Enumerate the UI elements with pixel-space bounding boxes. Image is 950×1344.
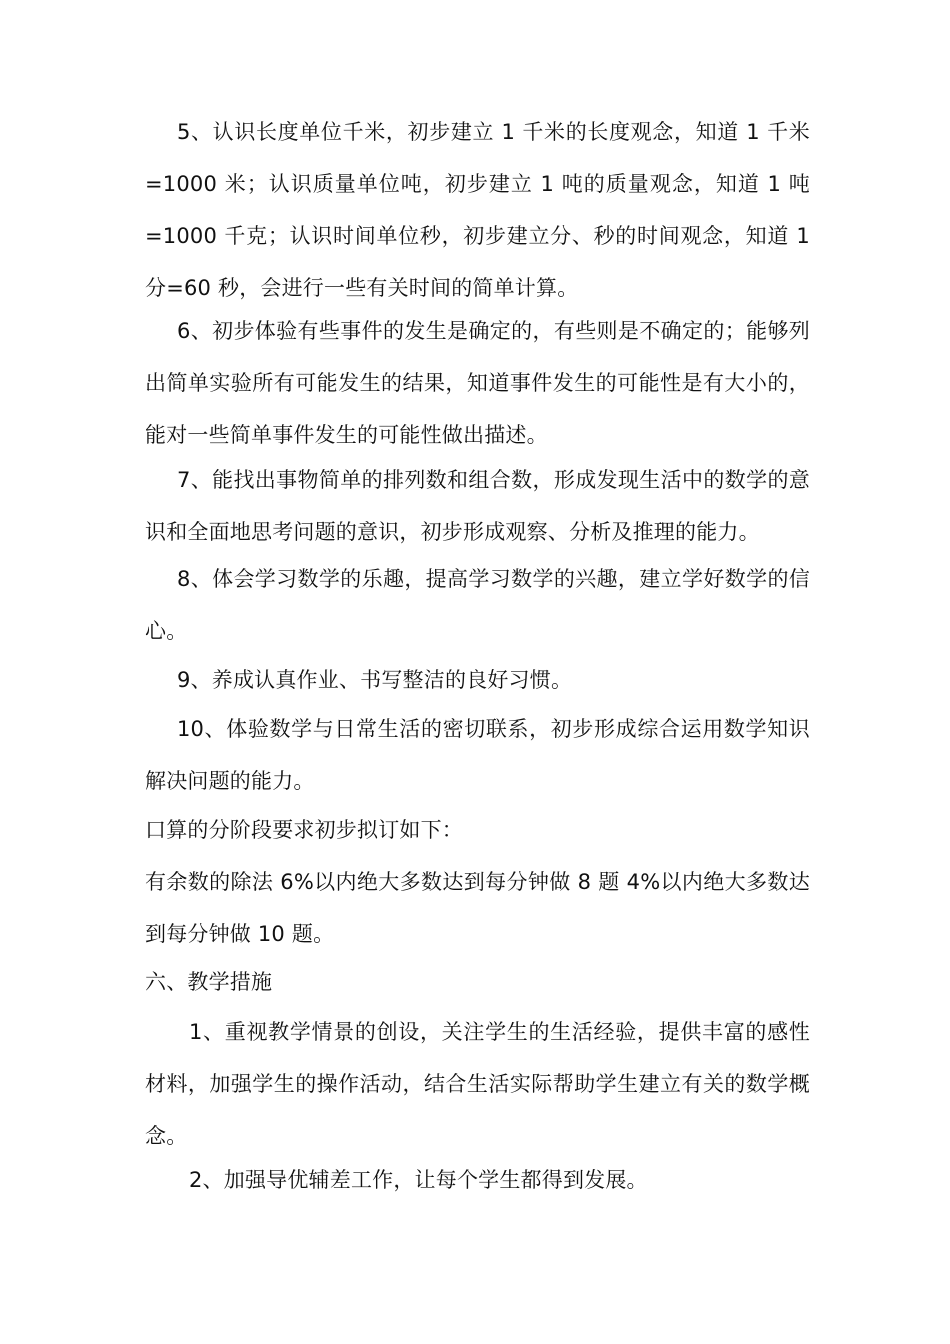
paragraph-item-7: 7、能找出事物简单的排列数和组合数，形成发现生活中的数学的意识和全面地思考问题的意识，初步形成观察、分析及推理的能力。 xyxy=(145,468,810,544)
division-requirement: 有余数的除法 6%以内绝大多数达到每分钟做 8 题 4%以内绝大多数达到每分钟做 10 题。 xyxy=(145,870,810,946)
measure-item-2: 2、加强导优辅差工作，让每个学生都得到发展。 xyxy=(189,1168,648,1192)
section-heading-teaching-measures: 六、教学措施 xyxy=(145,970,273,994)
paragraph-item-9: 9、养成认真作业、书写整洁的良好习惯。 xyxy=(177,668,573,692)
measure-item-1: 1、重视教学情景的创设，关注学生的生活经验，提供丰富的感性材料，加强学生的操作活动，结合生活实际帮助学生建立有关的数学概念。 xyxy=(145,1020,810,1148)
paragraph-item-6: 6、初步体验有些事件的发生是确定的，有些则是不确定的；能够列出简单实验所有可能发生的结果，知道事件发生的可能性是有大小的，能对一些简单事件发生的可能性做出描述。 xyxy=(145,319,810,447)
paragraph-item-5: 5、认识长度单位千米，初步建立 1 千米的长度观念，知道 1 千米=1000 米；认识质量单位吨，初步建立 1 吨的质量观念，知道 1 吨=1000 千克；认识时间单位秒，初步建立分、秒的时间观念，知道 1 分=60 秒，会进行一些有关时间的简单计算。 xyxy=(145,120,810,300)
paragraph-item-8: 8、体会学习数学的乐趣，提高学习数学的兴趣，建立学好数学的信心。 xyxy=(145,567,810,643)
mental-math-heading: 口算的分阶段要求初步拟订如下： xyxy=(145,818,463,842)
paragraph-item-10: 10、体验数学与日常生活的密切联系，初步形成综合运用数学知识解决问题的能力。 xyxy=(145,717,810,793)
